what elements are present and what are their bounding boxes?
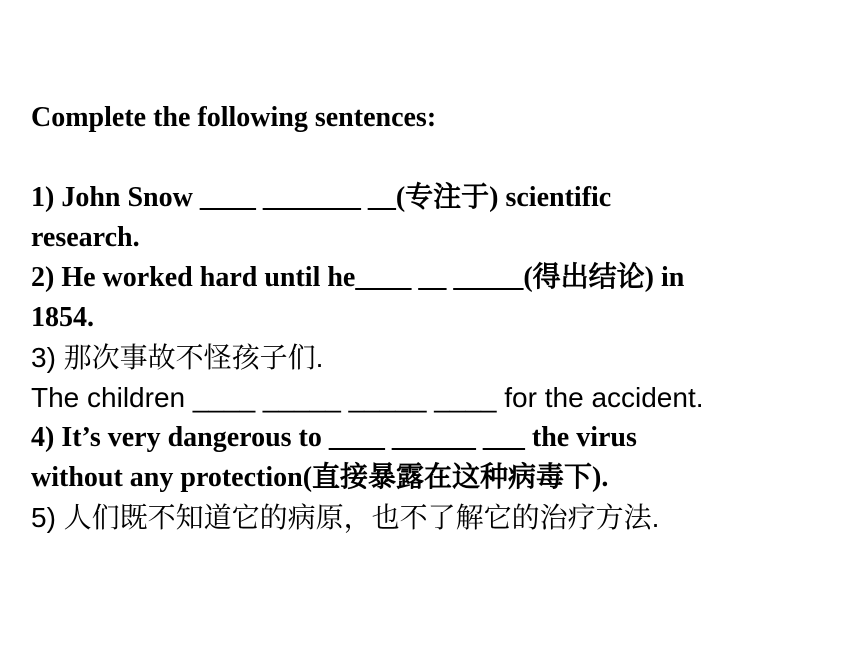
sentence-item-4 (31, 418, 851, 498)
sentence-1-line-2: research. (31, 222, 140, 253)
sentence-item-3 (31, 338, 851, 418)
sentence-1-line-1: 1) John Snow ____ _______ __(专注于) scientific (31, 182, 612, 213)
exercise-content (31, 98, 851, 538)
sentence-item-1 (31, 178, 851, 258)
sentence-5-line-1: 5) 人们既不知道它的病原，也不了解它的治疗方法. (31, 502, 660, 533)
sentence-4-line-2: without any protection(直接暴露在这种病毒下). (31, 462, 609, 493)
sentence-2-line-1: 2) He worked hard until he____ __ _____(得出结论) in (31, 262, 685, 293)
exercise-title: Complete the following sentences: (31, 102, 437, 133)
sentence-item-5 (31, 498, 851, 538)
sentence-4-line-1: 4) It’s very dangerous to ____ ______ ___ the virus (31, 422, 637, 453)
sentence-3-line-2: The children ____ _____ _____ ____ for the accident. (31, 382, 704, 413)
sentence-2-line-2: 1854. (31, 302, 94, 333)
sentence-3-line-1: 3) 那次事故不怪孩子们. (31, 342, 324, 373)
spacer (31, 138, 851, 178)
sentence-item-2 (31, 258, 851, 338)
